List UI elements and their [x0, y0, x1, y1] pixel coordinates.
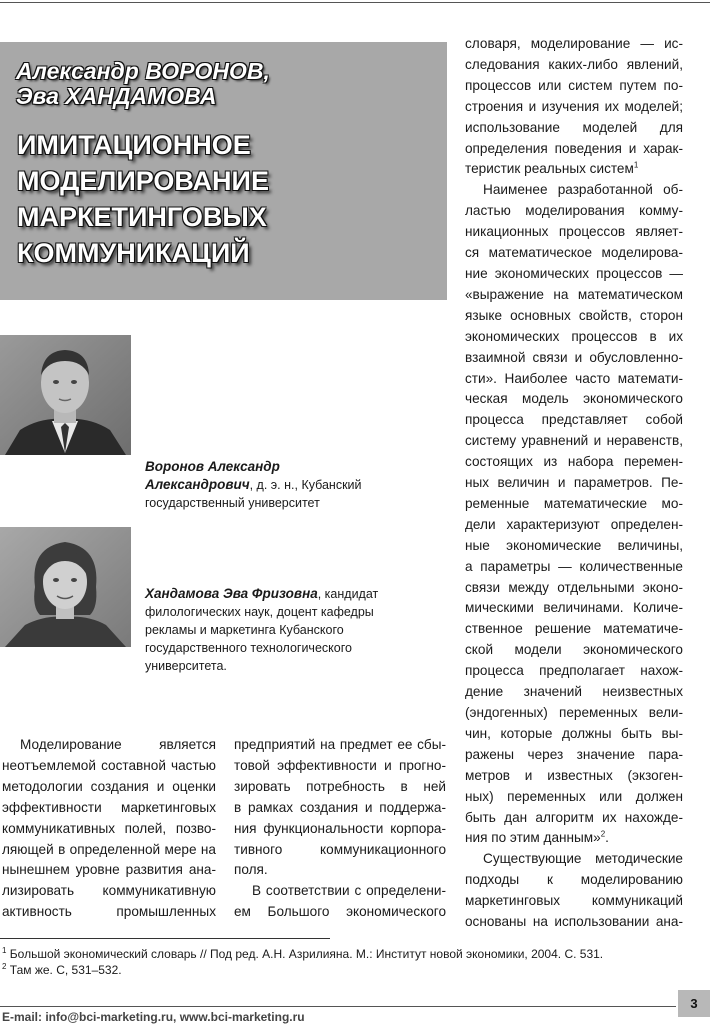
footer-email: E-mail: info@bci-marketing.ru, www.bci-marketing.ru	[2, 1010, 305, 1024]
author-name-khandamova: Хандамова Эва Фризовна	[145, 586, 318, 601]
text-column-middle: предприятий на предмет ее сбы- товой эффективности и прогно- зировать потребность в ней в рамках создания и поддержа- ния функциональности корпора- тивного коммуникационного поля. В соответствии с определени- ем Большого экономического	[234, 737, 446, 920]
article-title-line-1: ИМИТАЦИОННОЕ	[17, 130, 251, 160]
title-block	[0, 42, 447, 300]
text-column-left: Моделирование является неотъемлемой составной частью методологии создания и оценки эффективности маркетинговых коммуникативных полей, позво- ляющей в определенной мере на нынешнем уровне развития ана- лизировать коммуникативную активность промышленных	[2, 737, 216, 920]
author-line-2: Эва ХАНДАМОВА	[16, 83, 217, 109]
author-name-voronov-1: Воронов Александр	[145, 459, 280, 474]
text-column-right: словаря, моделирование — ис- следования каких-либо явлений, процессов или систем путем по- строения и изучения их моделей; использование моделей для определения поведения и харак- теристик реальных систем$^1$ Наименее разработанной об- ластью моделирования комму- никационных процессов являет- ся математическое моделирова- ние экономических процессов — «выражение на математическом языке основных свойств, сторон экономических процессов в их взаимной связи и обусловленно- сти». Наиболее часто математи- ческая модель экономического процесса представляет собой систему уравнений и неравенств, состоящих из набора перемен- ных величин и параметров. Пе- ременные математические мо- дели характеризуют определен- ные экономические величины, а параметры — количественные связи между отдельными эконо- мическими величинами. Количе- ственное решение математиче- ской модели экономического процесса предполагает нахож- дение значений неизвестных (эндогенных) переменных вели- чин, которые должны быть вы- ражены через значение пара- метров и известных (экзоген- ных) переменных или должен быть дан алгоритм их нахожде- ния по этим данным»$^2$. Существующие методические подходы к моделированию маркетинговых коммуникаций основаны на использовании ана-	[465, 36, 683, 930]
footnote-rule	[0, 938, 330, 939]
article-title-line-2: МОДЕЛИРОВАНИЕ	[17, 166, 269, 196]
author-name-voronov-2: Александрович	[145, 477, 250, 492]
author-bio-voronov: Воронов Александр Александрович, д. э. н., Кубанский государственный университет	[145, 459, 362, 510]
top-rule	[0, 2, 710, 3]
author-photo-khandamova	[0, 527, 131, 647]
footer-rule	[0, 1006, 676, 1007]
footnote-ref-2: 2	[600, 829, 606, 839]
footnote-ref-1: 1	[633, 160, 639, 170]
author-bio-khandamova: Хандамова Эва Фризовна, кандидат филологических наук, доцент кафедры рекламы и маркетинга Кубанского государственного технологического университета.	[145, 586, 379, 673]
author-photo-voronov	[0, 335, 131, 455]
article-title-line-3: МАРКЕТИНГОВЫХ	[17, 202, 267, 232]
article-title-line-4: КОММУНИКАЦИЙ	[17, 238, 250, 268]
footnote-1: $^1$ Большой экономический словарь // Под ред. А.Н. Азрилияна. М.: Институт новой экономики, 2004. С. 531.	[2, 946, 604, 961]
page-number: 3	[678, 990, 710, 1017]
author-line-1: Александр ВОРОНОВ,	[16, 58, 270, 84]
footnote-2: $^2$ Там же. С, 531–532.	[2, 962, 122, 977]
